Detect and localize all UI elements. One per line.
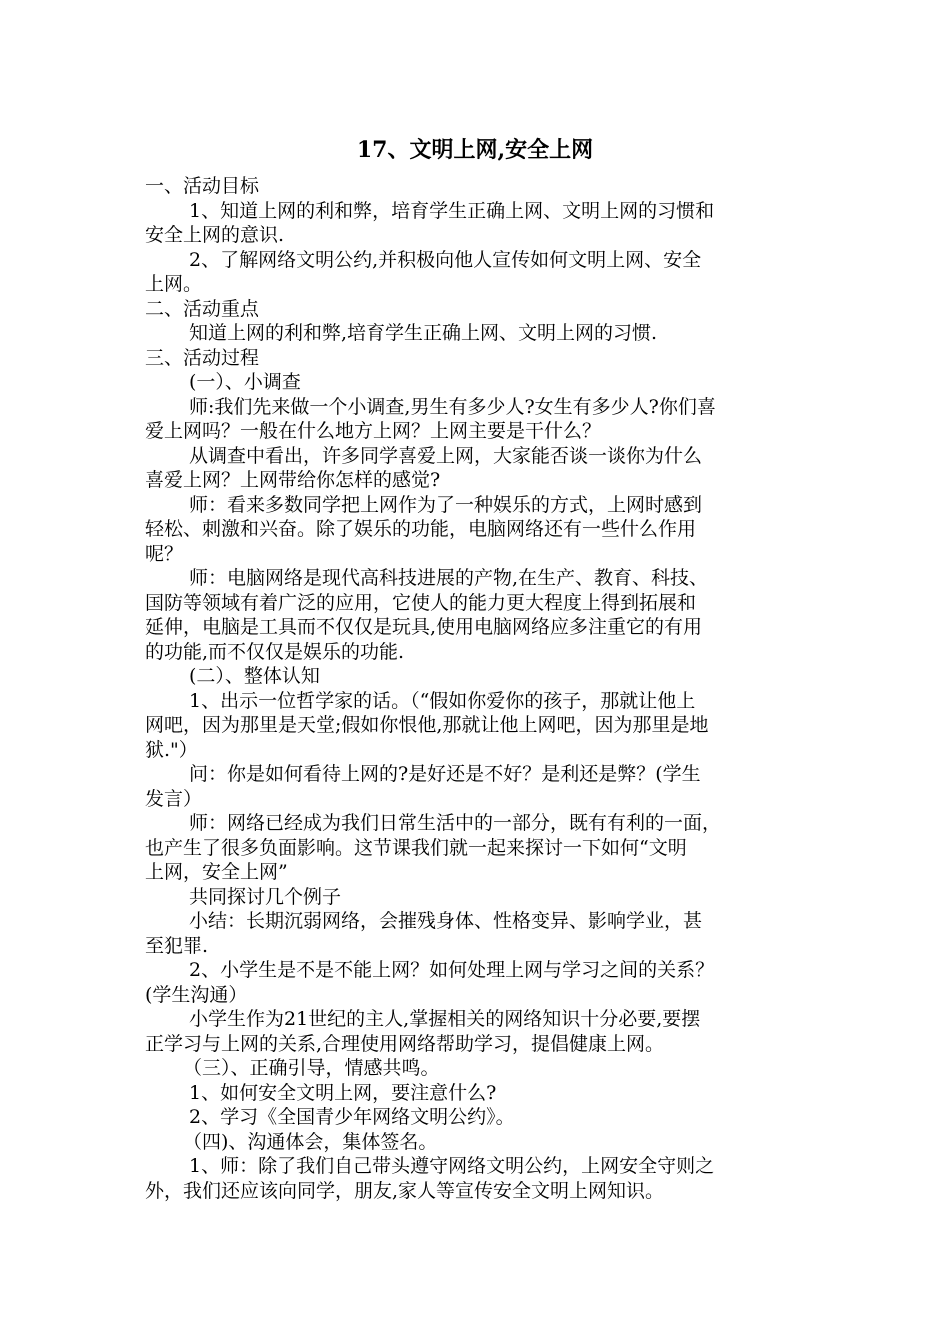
text-line: （三）、正确引导，情感共鸣。 (183, 1057, 440, 1079)
text-line: (二）、整体认知 (189, 665, 320, 687)
text-line: 的功能,而不仅仅是娱乐的功能. (145, 640, 405, 663)
text-line: 师：网络已经成为我们日常生活中的一部分，既有有利的一面， (189, 812, 722, 834)
text-line: 2、了解网络文明公约,并积极向他人宣传如何文明上网、安全 (189, 248, 702, 271)
text-line: 2、小学生是不是不能上网？如何处理上网与学习之间的关系？ (189, 959, 715, 981)
text-line: 延伸，电脑是工具而不仅仅是玩具,使用电脑网络应多注重它的有用 (145, 616, 703, 638)
text-line: 1、出示一位哲学家的话。（“假如你爱你的孩子，那就让他上 (189, 689, 696, 712)
text-line: 知道上网的利和弊,培育学生正确上网、文明上网的习惯. (189, 322, 658, 344)
text-line: 安全上网的意识. (145, 224, 285, 246)
text-line: 师：看来多数同学把上网作为了一种娱乐的方式，上网时感到 (189, 493, 703, 516)
text-line: 师：电脑网络是现代高科技进展的产物,在生产、教育、科技、 (189, 567, 709, 589)
text-line: 轻松、刺激和兴奋。除了娱乐的功能，电脑网络还有一些什么作用 (145, 518, 697, 540)
text-line: 至犯罪. (145, 934, 209, 957)
text-line: 国防等领域有着广泛的应用，它使人的能力更大程度上得到拓展和 (145, 591, 697, 614)
document-body (145, 174, 807, 1203)
text-line: 发言） (145, 787, 203, 810)
text-line: 1、如何安全文明上网，要注意什么? (189, 1081, 497, 1104)
text-line: 正学习与上网的关系,合理使用网络帮助学习，提倡健康上网。 (145, 1032, 665, 1055)
text-line: 二、活动重点 (145, 297, 260, 320)
text-line: 1、师：除了我们自己带头遵守网络文明公约，上网安全守则之 (189, 1155, 715, 1177)
text-line: 外，我们还应该向同学，朋友,家人等宣传安全文明上网知识。 (145, 1179, 665, 1202)
text-line: 共同探讨几个例子 (189, 885, 342, 908)
text-line: (一）、小调查 (189, 371, 301, 393)
text-line: 问：你是如何看待上网的?是好还是不好？是利还是弊？(学生 (189, 763, 701, 785)
text-line: 爱上网吗？一般在什么地方上网？上网主要是干什么？ (145, 420, 602, 442)
text-line: 网吧，因为那里是天堂;假如你恨他,那就让他上网吧，因为那里是地 (145, 714, 709, 736)
text-line: 小学生作为21世纪的主人,掌握相关的网络知识十分必要,要摆 (189, 1008, 701, 1030)
text-line: 上网。 (145, 273, 203, 295)
text-line: 从调查中看出，许多同学喜爱上网，大家能否谈一谈你为什么 (189, 444, 703, 467)
text-line: (学生沟通） (145, 983, 248, 1006)
text-line: 小结：长期沉弱网络，会摧残身体、性格变异、影响学业，甚 (189, 910, 703, 932)
text-line: 喜爱上网？上网带给你怎样的感觉? (145, 469, 441, 491)
text-line: 1、知道上网的利和弊，培育学生正确上网、文明上网的习惯和 (189, 199, 715, 222)
text-line: 三、活动过程 (145, 346, 260, 369)
text-line: 2、学习《全国青少年网络文明公约》。 (189, 1106, 515, 1128)
text-line: 也产生了很多负面影响。这节课我们就一起来探讨一下如何“文明 (145, 836, 687, 859)
text-line: 呢？ (145, 542, 184, 565)
text-line: （四)、沟通体会，集体签名。 (183, 1130, 438, 1153)
text-line: 师:我们先来做一个小调查,男生有多少人?女生有多少人?你们喜 (189, 395, 716, 418)
page-title: 17、文明上网,安全上网 (356, 137, 594, 163)
text-line: 一、活动目标 (145, 175, 260, 197)
text-line: 狱."） (145, 738, 198, 761)
text-line: 上网，安全上网” (145, 861, 288, 883)
